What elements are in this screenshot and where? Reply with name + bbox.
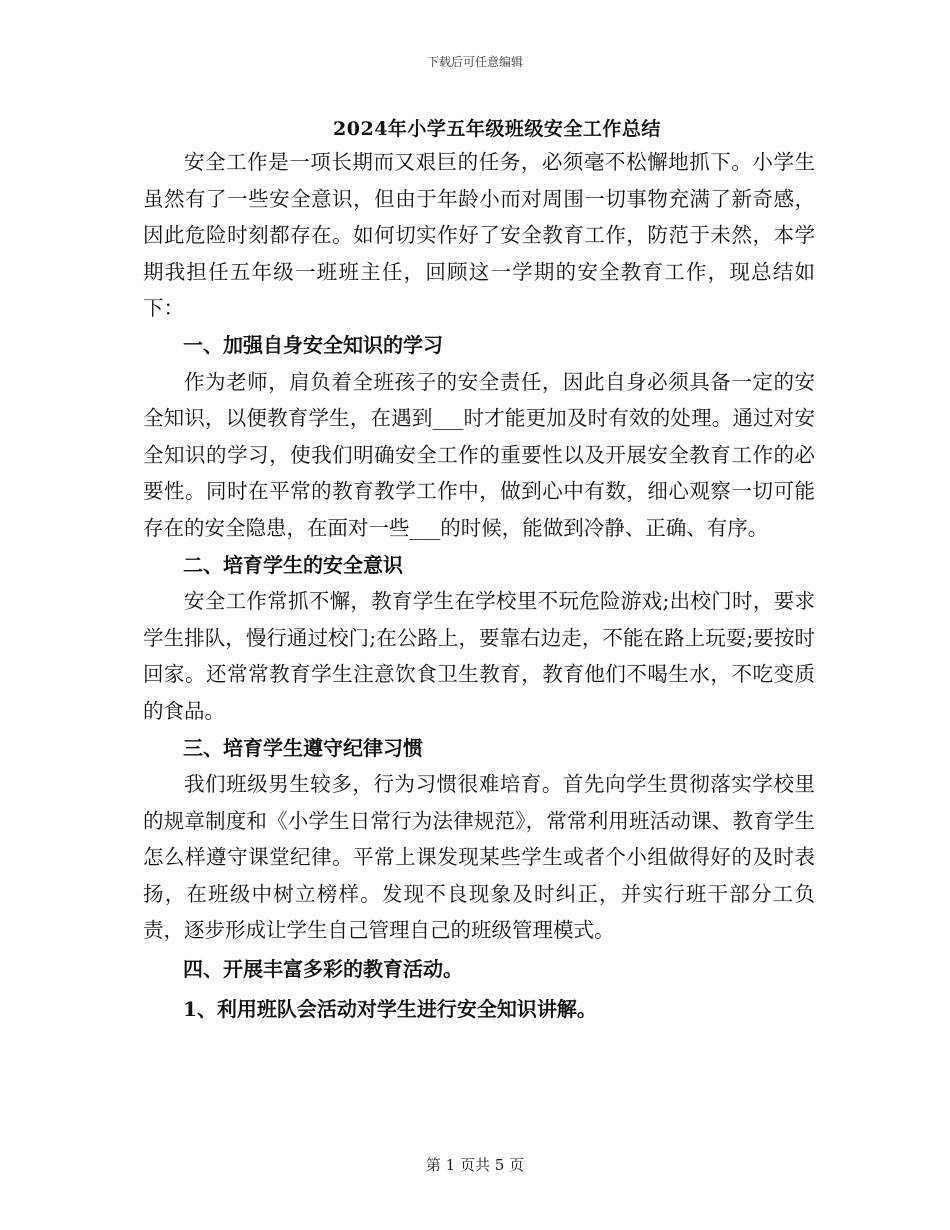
section-heading-4: 四、开展丰富多彩的教育活动。	[183, 957, 463, 982]
subsection-heading-1: 1、利用班队会活动对学生进行安全知识讲解。	[183, 997, 597, 1022]
section-heading-2: 二、培育学生的安全意识	[183, 552, 403, 577]
page-header: 下载后可任意编辑	[426, 55, 523, 69]
page-footer: 第 1 页共 5 页	[425, 1156, 525, 1174]
document-body	[143, 144, 815, 1029]
intro-paragraph: 安全工作是一项长期而又艰巨的任务，必须毫不松懈地抓下。小学生虽然有了一些安全意识，但由于年龄小而对周围一切事物充满了新奇感，因此危险时刻都存在。如何切实作好了安全教育工作，防范于未然，本学期我担任五年级一班班主任，回顾这一学期的安全教育工作，现总结如下：	[143, 150, 815, 321]
section-body-2: 安全工作常抓不懈，教育学生在学校里不玩危险游戏;出校门时，要求学生排队，慢行通过校门;在公路上，要靠右边走，不能在路上玩耍;要按时回家。还常常教育学生注意饮食卫生教育，教育他们不喝生水，不吃变质的食品。	[143, 589, 815, 723]
section-heading-3: 三、培育学生遵守纪律习惯	[183, 735, 423, 760]
section-body-3: 我们班级男生较多，行为习惯很难培育。首先向学生贯彻落实学校里的规章制度和《小学生日常行为法律规范》，常常利用班活动课、教育学生怎么样遵守课堂纪律。平常上课发现某些学生或者个小组做得好的及时表扬，在班级中树立榜样。发现不良现象及时纠正，并实行班干部分工负责，逐步形成让学生自己管理自己的班级管理模式。	[143, 772, 815, 943]
section-heading-1: 一、加强自身安全知识的学习	[183, 332, 443, 357]
document-title: 2024年小学五年级班级安全工作总结	[333, 118, 661, 140]
section-body-1: 作为老师，肩负着全班孩子的安全责任，因此自身必须具备一定的安全知识，以便教育学生，在遇到___时才能更加及时有效的处理。通过对安全知识的学习，使我们明确安全工作的重要性以及开展安全教育工作的必要性。同时在平常的教育教学工作中，做到心中有数，细心观察一切可能存在的安全隐患，在面对一些___的时候，能做到冷静、正确、有序。	[143, 369, 815, 540]
